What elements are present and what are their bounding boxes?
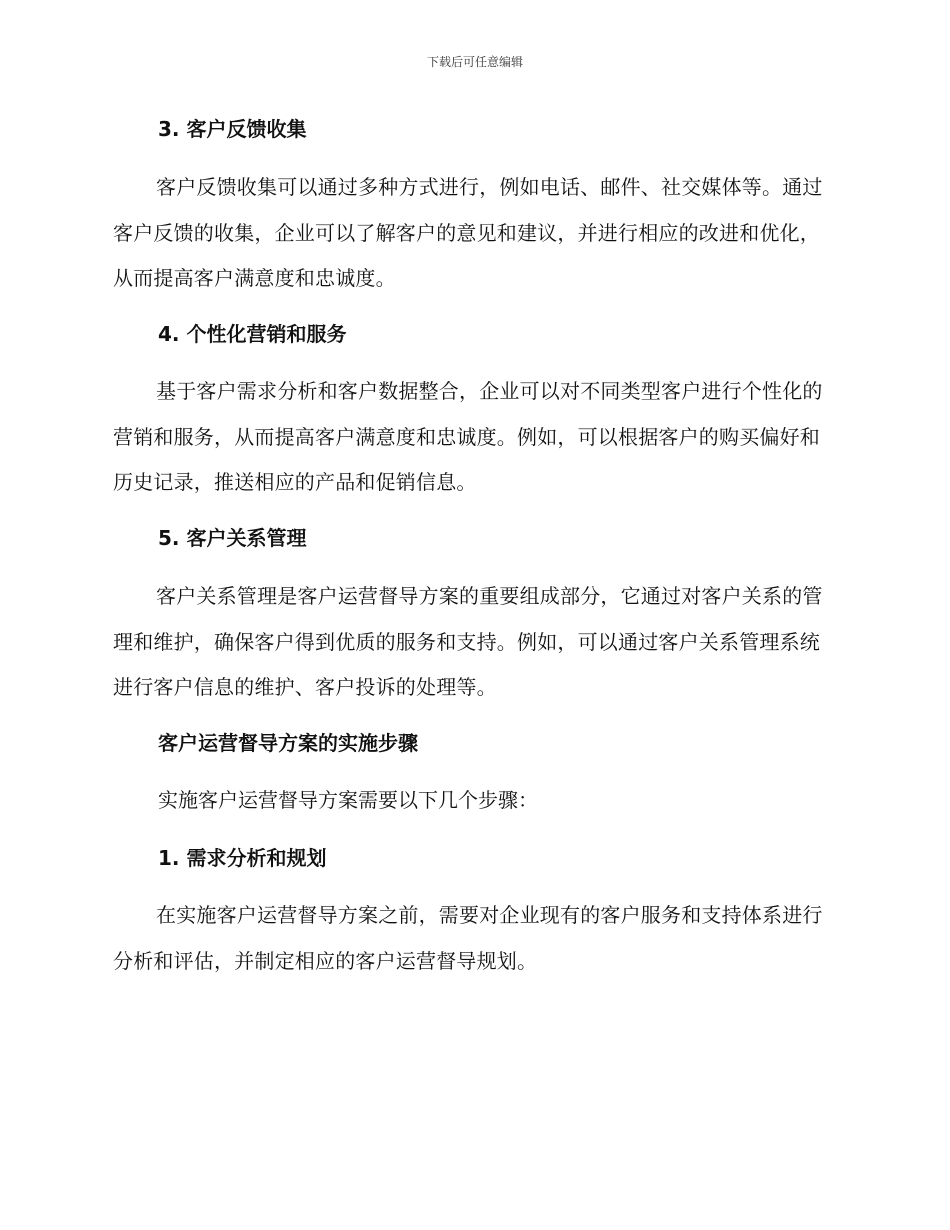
section-heading-feedback: 3. 客户反馈收集: [158, 117, 307, 141]
page-header-note: 下载后可任意编辑: [426, 55, 523, 69]
section-body-personalized-marketing: 基于客户需求分析和客户数据整合，企业可以对不同类型客户进行个性化的营销和服务，从而提高客户满意度和忠诚度。例如，可以根据客户的购买偏好和历史记录，推送相应的产品和促销信息。: [113, 379, 823, 494]
section-body-feedback: 客户反馈收集可以通过多种方式进行，例如电话、邮件、社交媒体等。通过客户反馈的收集，企业可以了解客户的意见和建议，并进行相应的改进和优化，从而提高客户满意度和忠诚度。: [113, 175, 823, 290]
section-heading-personalized-marketing: 4. 个性化营销和服务: [158, 322, 347, 346]
step1-body: 在实施客户运营督导方案之前，需要对企业现有的客户服务和支持体系进行分析和评估，并制定相应的客户运营督导规划。: [113, 903, 823, 973]
implementation-heading: 客户运营督导方案的实施步骤: [158, 731, 418, 755]
section-heading-crm: 5. 客户关系管理: [158, 526, 307, 550]
step1-heading: 1. 需求分析和规划: [158, 846, 327, 870]
section-body-crm: 客户关系管理是客户运营督导方案的重要组成部分，它通过对客户关系的管理和维护，确保客户得到优质的服务和支持。例如，可以通过客户关系管理系统进行客户信息的维护、客户投诉的处理等。: [113, 584, 823, 699]
implementation-intro: 实施客户运营督导方案需要以下几个步骤：: [158, 788, 538, 812]
